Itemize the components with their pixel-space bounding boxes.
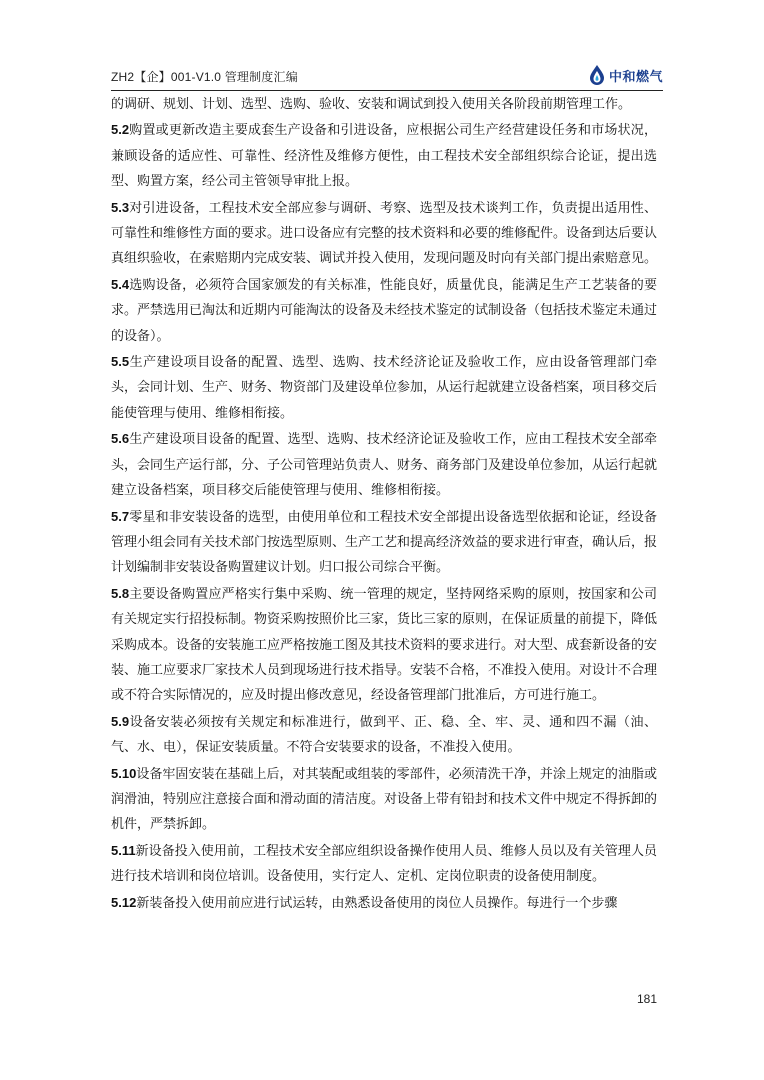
section-number: 5.11 — [111, 842, 136, 858]
flame-drop-icon — [588, 64, 606, 86]
paragraph — [111, 761, 657, 838]
paragraph-text: 购置或更新改造主要成套生产设备和引进设备，应根据公司生产经营建设任务和市场状况，兼顾设备的适应性、可靠性、经济性及维修方便性，由工程技术安全部组织综合论证，提出选型、购置方案，经公司主管领导审批上报。 — [111, 123, 657, 190]
paragraph-text: 选购设备，必须符合国家颁发的有关标准，性能良好，质量优良，能满足生产工艺装备的要求。严禁选用已淘汰和近期内可能淘汰的设备及未经技术鉴定的试制设备（包括技术鉴定未通过的设备）。 — [111, 277, 658, 344]
section-number: 5.7 — [111, 508, 130, 524]
section-number: 5.2 — [111, 122, 130, 138]
page-number: 181 — [636, 992, 657, 1006]
paragraph — [111, 91, 657, 117]
paragraph-text: 设备牢固安装在基础上后，对其装配或组装的零部件，必须清洗干净，并涂上规定的油脂或润滑油，特别应注意接合面和滑动面的清洁度。对设备上带有铅封和技术文件中规定不得拆卸的机件，严禁拆卸。 — [111, 766, 658, 833]
paragraph-text: 生产建设项目设备的配置、选型、选购、技术经济论证及验收工作，应由工程技术安全部牵头，会同生产运行部，分、子公司管理站负责人、财务、商务部门及建设单位参加，从运行起就建立设备档案，项目移交后能使管理与使用、维修相衔接。 — [111, 432, 658, 499]
paragraph — [111, 890, 657, 916]
paragraph — [111, 709, 657, 761]
section-number: 5.4 — [111, 276, 130, 292]
paragraph-text: 对引进设备，工程技术安全部应参与调研、考察、选型及技术谈判工作，负责提出适用性、可靠性和维修性方面的要求。进口设备应有完整的技术资料和必要的维修配件。设备到达后要认真组织验收，在索赔期内完成安装、调试并投入使用，发现问题及时向有关部门提出索赔意见。 — [111, 200, 658, 267]
paragraph-text: 新装备投入使用前应进行试运转，由熟悉设备使用的岗位人员操作。每进行一个步骤 — [136, 895, 618, 911]
company-logo — [588, 64, 663, 86]
page-header — [111, 58, 663, 91]
paragraph-text: 生产建设项目设备的配置、选型、选购、技术经济论证及验收工作，应由设备管理部门牵头，会同计划、生产、财务、物资部门及建设单位参加，从运行起就建立设备档案，项目移交后能使管理与使用、维修相衔接。 — [111, 355, 658, 421]
document-code: ZH2【企】001-V1.0 管理制度汇编 — [111, 70, 298, 84]
paragraph — [111, 838, 657, 890]
paragraph-text: 零星和非安装设备的选型，由使用单位和工程技术安全部提出设备选型依据和论证，经设备管理小组会同有关技术部门按选型原则、生产工艺和提高经济效益的要求进行审查，确认后，报计划编制非安装设备购置建议计划。归口报公司综合平衡。 — [111, 509, 658, 576]
section-number: 5.9 — [111, 713, 130, 729]
paragraph — [111, 195, 657, 272]
paragraph — [111, 349, 657, 426]
section-number: 5.8 — [111, 585, 130, 601]
section-number: 5.10 — [111, 765, 137, 781]
logo-text: 中和燃气 — [608, 69, 663, 85]
paragraph-text: 设备安装必须按有关规定和标准进行，做到平、正、稳、全、牢、灵、通和四不漏（油、气、水、电），保证安装质量。不符合安装要求的设备，不准投入使用。 — [111, 714, 657, 756]
section-number: 5.6 — [111, 431, 130, 447]
paragraph — [111, 117, 657, 194]
paragraph-text: 主要设备购置应严格实行集中采购、统一管理的规定，坚持网络采购的原则，按国家和公司有关规定实行招投标制。物资采购按照价比三家，货比三家的原则，在保证质量的前提下，降低采购成本。设备的安装施工应严格按施工图及其技术资料的要求进行。对大型、成套新设备的安装、施工应要求厂家技术人员到现场进行技术指导。安装不合格，不准投入使用。对设计不合理或不符合实际情况的，应及时提出修改意见，经设备管理部门批准后，方可进行施工。 — [111, 586, 658, 704]
paragraph-text: 的调研、规划、计划、选型、选购、验收、安装和调试到投入使用关各阶段前期管理工作。 — [111, 97, 632, 112]
paragraph — [111, 504, 657, 581]
section-number: 5.3 — [111, 199, 130, 215]
paragraph-text: 新设备投入使用前，工程技术安全部应组织设备操作使用人员、维修人员以及有关管理人员进行技术培训和岗位培训。设备使用，实行定人、定机、定岗位职责的设备使用制度。 — [111, 843, 657, 885]
document-body — [111, 91, 657, 916]
paragraph — [111, 426, 657, 503]
section-number: 5.5 — [111, 354, 130, 370]
section-number: 5.12 — [111, 894, 137, 910]
paragraph — [111, 272, 657, 349]
paragraph — [111, 581, 657, 709]
